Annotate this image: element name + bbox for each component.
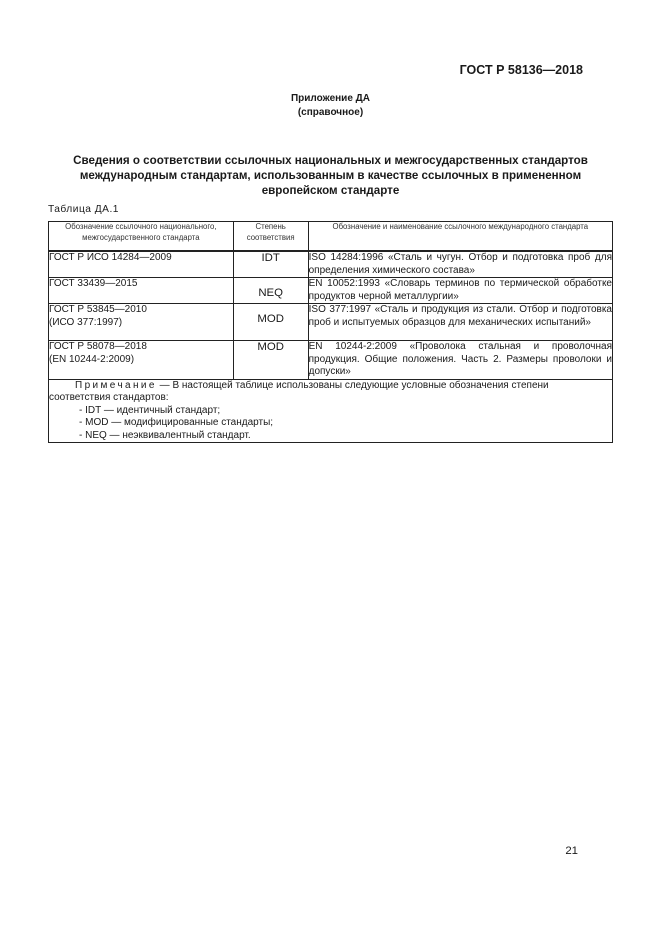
national-standard-cell bbox=[49, 304, 234, 341]
section-title bbox=[48, 153, 613, 198]
note-text bbox=[49, 380, 612, 405]
table-note-row bbox=[49, 379, 613, 443]
intl-standard-cell: EN 10052:1993 «Словарь терминов по термической обработке продуктов черной металлургии» bbox=[308, 278, 612, 302]
page-number: 21 bbox=[565, 845, 578, 857]
document-code: ГОСТ Р 58136—2018 bbox=[459, 63, 583, 77]
intl-standard-cell: ISO 377:1997 «Сталь и продукция из стали. Отбор и подготовка проб и испытуемых образцов для механических испытаний» bbox=[308, 304, 612, 341]
section-title-line: международным стандартам, использованным в качестве ссылочных в примененном bbox=[79, 169, 582, 182]
annex-title: Приложение ДА bbox=[290, 93, 371, 104]
section-title-line: европейском стандарте bbox=[261, 184, 400, 197]
intl-standard-cell: ISO 14284:1996 «Сталь и чугун. Отбор и подготовка проб для определения химического состава» bbox=[308, 252, 612, 276]
note-item: - NEQ — неэквивалентный стандарт. bbox=[79, 429, 251, 441]
degree-cell: IDT bbox=[233, 251, 308, 278]
note-item: - MOD — модифицированные стандарты; bbox=[79, 417, 274, 428]
national-standard: ГОСТ Р 53845—2010 bbox=[49, 304, 147, 315]
annex-subtitle: (справочное) bbox=[297, 107, 364, 118]
note-body: — В настоящей таблице использованы следующие условные обозначения степени соответствия стандартов: bbox=[49, 379, 549, 403]
national-standard-equivalent: (ИСО 377:1997) bbox=[49, 316, 123, 328]
column-header: Обозначение и наименование ссылочного международного стандарта bbox=[308, 222, 612, 252]
column-header: Степень соответствия bbox=[233, 222, 308, 252]
national-standard: ГОСТ 33439—2015 bbox=[49, 278, 138, 289]
intl-standard-cell: EN 10244-2:2009 «Проволока стальная и проволочная продукция. Общие положения. Часть 2. Размеры проволоки и допуски» bbox=[308, 341, 612, 377]
table-row bbox=[49, 341, 613, 380]
national-standard-cell bbox=[49, 251, 234, 278]
correspondence-table bbox=[48, 221, 613, 443]
table-caption: Таблица ДА.1 bbox=[48, 204, 119, 215]
national-standard-equivalent: (EN 10244-2:2009) bbox=[49, 353, 135, 365]
note-label: Примечание bbox=[75, 379, 157, 391]
section-title-line: Сведения о соответствии ссылочных национальных и межгосударственных стандартов bbox=[73, 154, 588, 167]
note-item: - IDT — идентичный стандарт; bbox=[79, 404, 221, 416]
degree-cell: MOD bbox=[233, 304, 308, 341]
national-standard-cell bbox=[49, 278, 234, 304]
degree-cell: MOD bbox=[233, 341, 308, 380]
national-standard-cell bbox=[49, 341, 234, 380]
table-note bbox=[49, 379, 613, 443]
table-row bbox=[49, 251, 613, 278]
table-row bbox=[49, 304, 613, 341]
column-header: Обозначение ссылочного национального, межгосударственного стандарта bbox=[49, 222, 234, 252]
national-standard: ГОСТ Р ИСО 14284—2009 bbox=[49, 252, 172, 263]
degree-cell: NEQ bbox=[233, 278, 308, 304]
annex-heading bbox=[0, 92, 661, 120]
national-standard: ГОСТ Р 58078—2018 bbox=[49, 341, 147, 352]
table-row bbox=[49, 278, 613, 304]
table-header-row bbox=[49, 222, 613, 252]
